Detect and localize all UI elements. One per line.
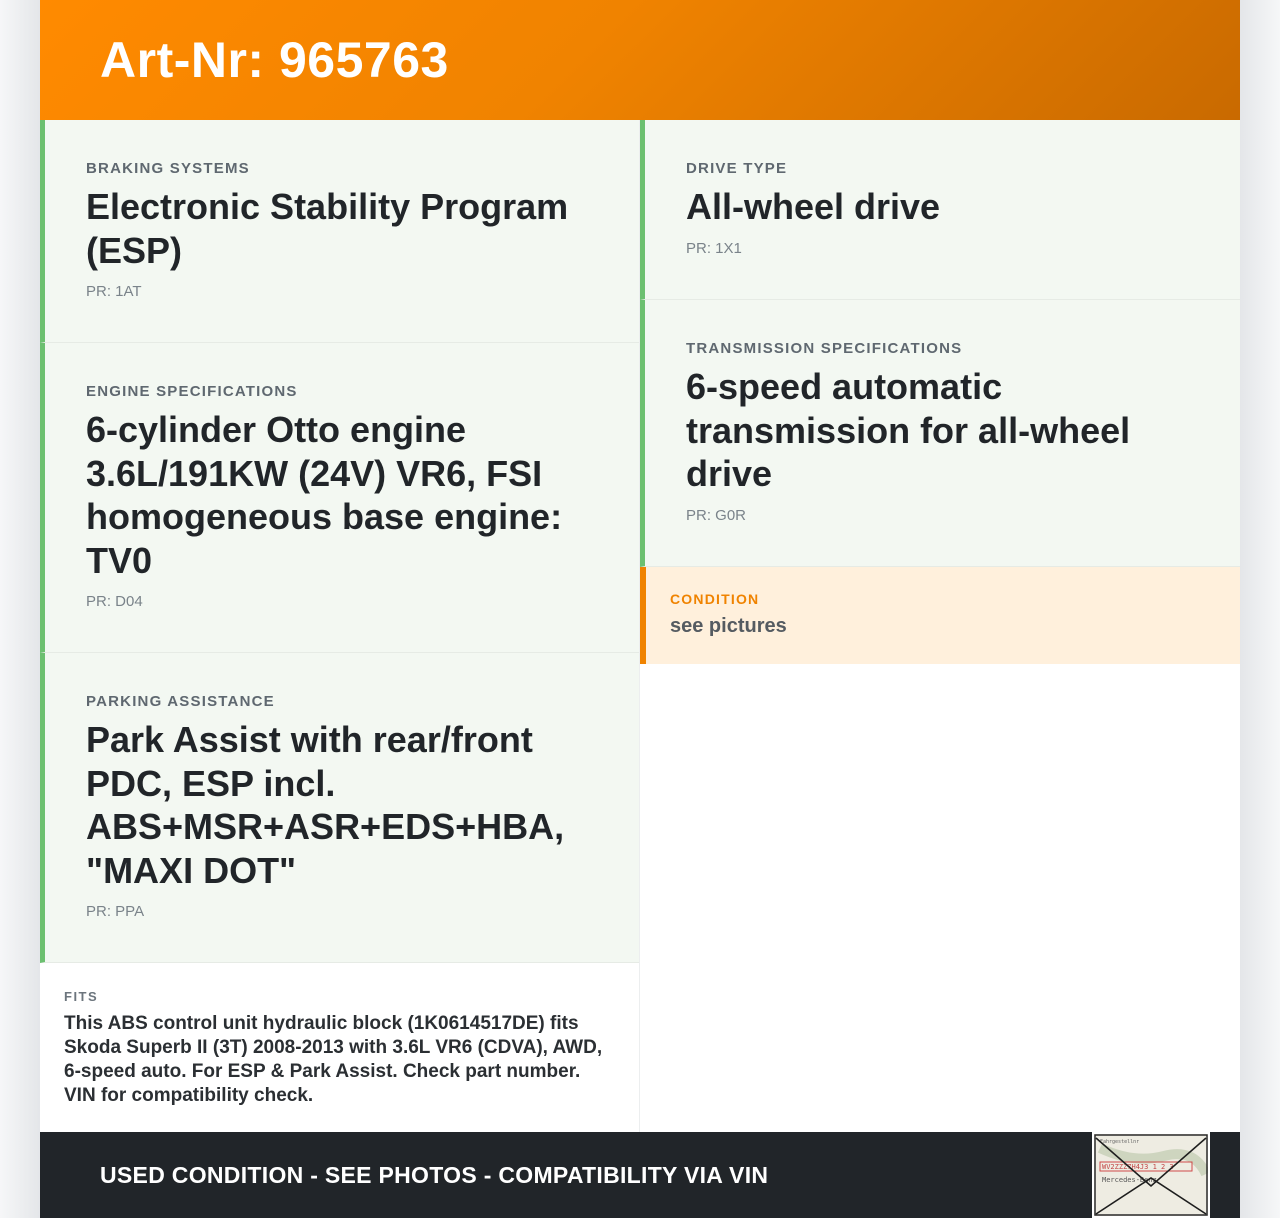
spec-pr-code: PR: 1X1 (686, 239, 742, 257)
product-sheet (40, 0, 1240, 1218)
spec-category: ENGINE SPECIFICATIONS (86, 383, 298, 400)
photo-thumbnail[interactable] (1092, 1132, 1210, 1218)
thumb-text-2: WV2ZZZ7H4J3 1 2 3 (1102, 1163, 1174, 1171)
spec-value: Park Assist with rear/front PDC, ESP incl. ABS+MSR+ASR+EDS+HBA, "MAXI DOT" (86, 719, 565, 891)
spec-card-engine (40, 343, 639, 653)
spec-columns (40, 120, 1240, 1132)
spec-pr-code: PR: PPA (86, 903, 145, 920)
header-banner (40, 0, 1240, 120)
spec-category: DRIVE TYPE (686, 160, 788, 177)
fits-label: FITS (64, 989, 99, 1004)
thumb-text-3: Mercedes-Benz (1102, 1176, 1157, 1184)
spec-card-transmission (640, 300, 1240, 567)
spec-value: 6-cylinder Otto engine 3.6L/191KW (24V) VR6, FSI homogeneous base engine: TV0 (86, 409, 563, 581)
spec-card-drive-type (640, 120, 1240, 300)
condition-text: see pictures (670, 615, 787, 637)
footer-text: USED CONDITION - SEE PHOTOS - COMPATIBILITY VIA VIN (100, 1161, 769, 1188)
spec-pr-code: PR: G0R (686, 506, 747, 524)
spec-pr-code: PR: 1AT (86, 283, 142, 300)
condition-label: CONDITION (670, 591, 760, 607)
article-number-title: Art-Nr: 965763 (100, 32, 449, 88)
right-column (640, 120, 1240, 1132)
fits-text: This ABS control unit hydraulic block (1K0614517DE) fits Skoda Superb II (3T) 2008-2013 with 3.6L VR6 (CDVA), AWD, 6-speed auto. For ESP & Park Assist. Check part number. VIN for compatibility check. (64, 1013, 603, 1106)
spec-value: Electronic Stability Program (ESP) (86, 186, 569, 271)
spec-category: PARKING ASSISTANCE (86, 693, 275, 710)
spec-category: TRANSMISSION SPECIFICATIONS (686, 340, 963, 357)
spec-value: 6-speed automatic transmission for all-wheel drive (686, 366, 1131, 494)
page-shadow-right (1240, 0, 1280, 1218)
spec-value: All-wheel drive (686, 186, 941, 227)
page-shadow-left (0, 0, 40, 1218)
envelope-x-icon (1094, 1134, 1208, 1216)
fits-section (40, 963, 639, 1132)
thumb-text-1: Fahrgestellnr (1100, 1139, 1140, 1145)
spec-pr-code: PR: D04 (86, 593, 143, 610)
footer-bar (40, 1132, 1240, 1218)
condition-box (640, 567, 1240, 664)
spec-card-braking (40, 120, 639, 343)
spec-category: BRAKING SYSTEMS (86, 160, 250, 177)
left-column (40, 120, 640, 1132)
spec-card-parking (40, 653, 639, 963)
